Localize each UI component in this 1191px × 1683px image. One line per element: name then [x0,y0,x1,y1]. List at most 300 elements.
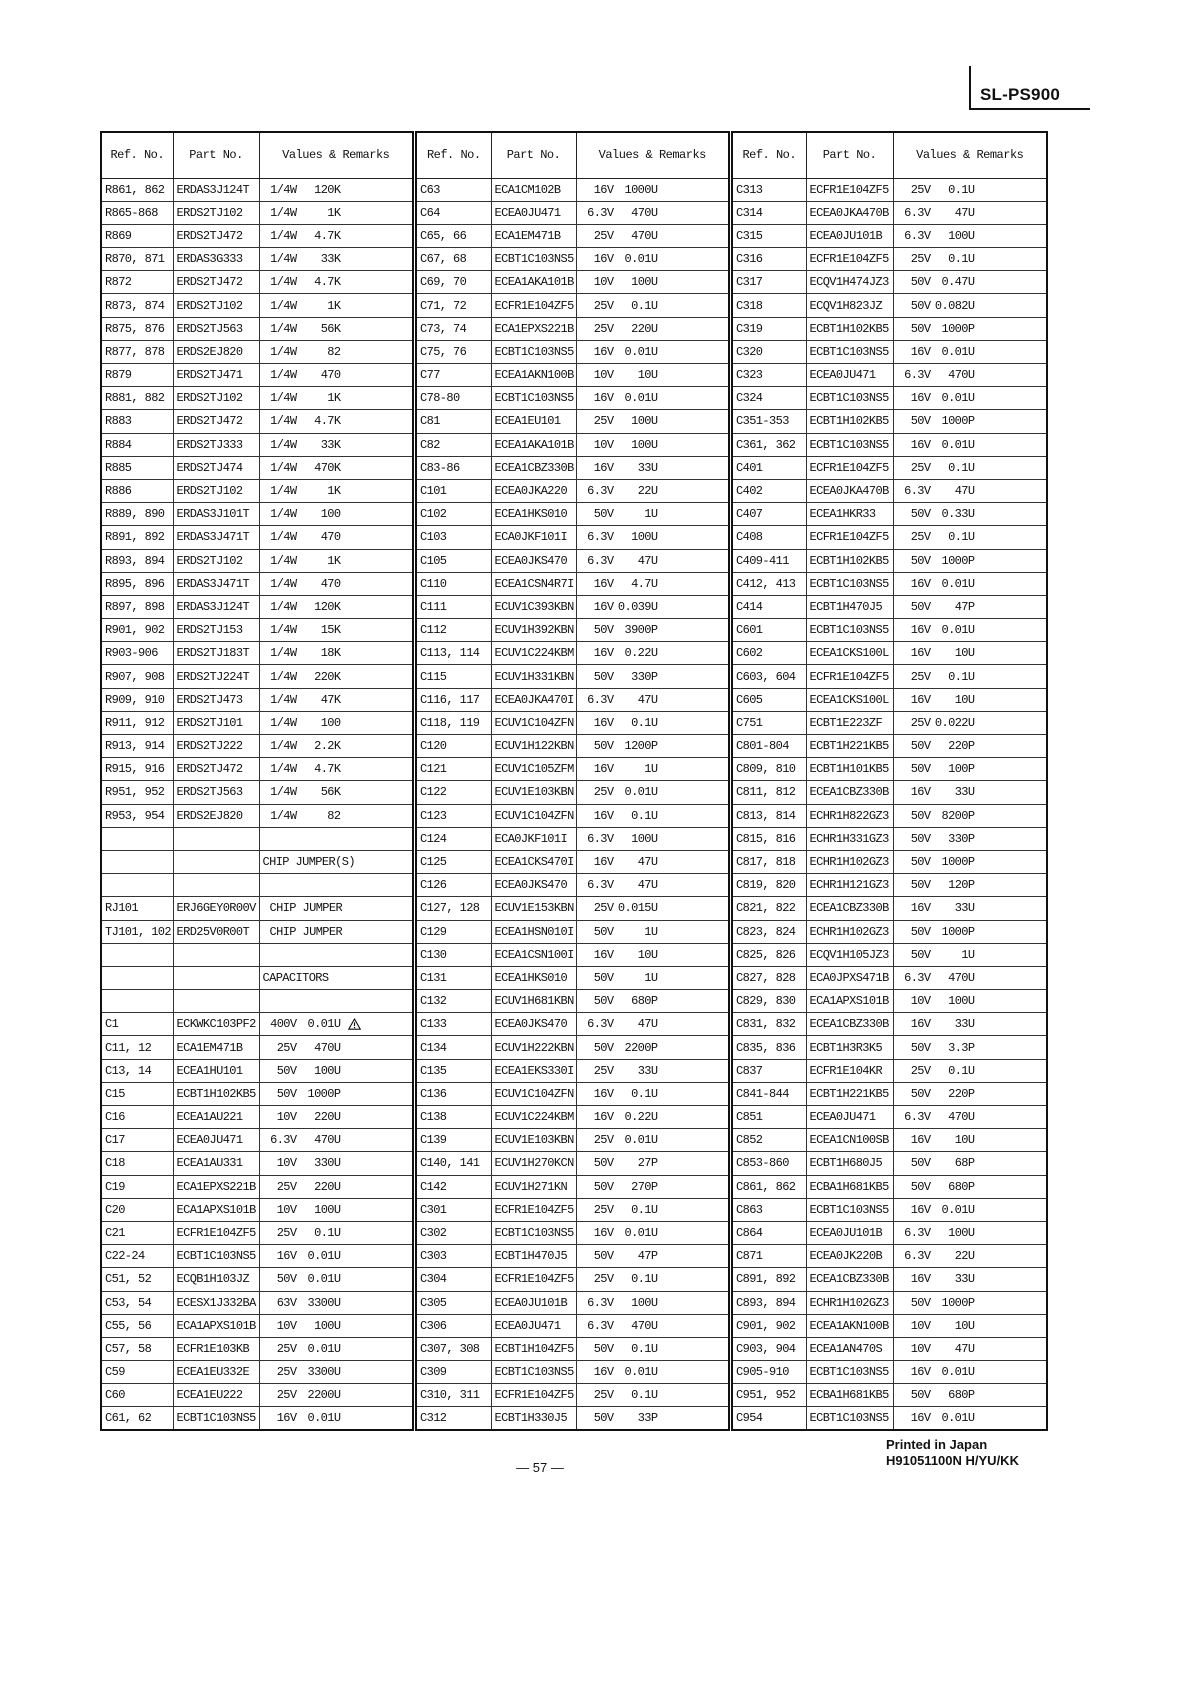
part-no-cell: ECEA0JU101B [491,1291,576,1314]
values-cell [259,874,413,897]
part-no-cell: ECEA1AKA101B [491,271,576,294]
value-text: 47U [954,205,975,220]
value-text: 1000P [941,414,975,429]
table-row [101,201,413,224]
table-row [732,503,1047,526]
rating-text: 16V [910,692,931,707]
ref-no-cell: C351-353 [732,410,806,433]
table-row [732,317,1047,340]
table-row [732,688,1047,711]
value-text: 1K [327,391,341,406]
values-cell [259,1036,413,1059]
values-cell [893,1221,1047,1244]
table-row [416,317,729,340]
rating-text: 16V [910,391,931,406]
ref-no-cell: C69, 70 [416,271,491,294]
part-no-cell: ECUV1C224KBM [491,642,576,665]
values-cell [259,526,413,549]
part-no-cell: ECHR1H102GZ3 [806,1291,893,1314]
part-no-cell: ECBA1H681KB5 [806,1384,893,1407]
values-cell [576,1291,729,1314]
value-text: 0.1U [948,669,975,684]
part-no-cell: ERDS2TJ472 [173,271,259,294]
ref-no-cell: C361, 362 [732,433,806,456]
table-row [732,595,1047,618]
value-text: 0.01U [941,391,975,406]
rating-text: 1/4W [270,391,297,406]
table-row [732,364,1047,387]
rating-text: 16V [593,460,614,475]
ref-no-cell: C129 [416,920,491,943]
parts-table [415,131,730,1431]
ref-no-cell: C891, 892 [732,1268,806,1291]
values-cell [259,1407,413,1430]
ref-no-cell: C20 [101,1198,173,1221]
part-no-cell: ECEA1AU331 [173,1152,259,1175]
values-cell [893,224,1047,247]
rating-text: 10V [593,368,614,383]
header-part-no: Part No. [491,132,576,178]
table-row [416,874,729,897]
value-text: 3300U [307,1295,341,1310]
values-cell [576,920,729,943]
table-row [416,1291,729,1314]
ref-no-cell: C125 [416,850,491,873]
part-no-cell: ECUV1H122KBN [491,735,576,758]
value-text: 100U [948,994,975,1009]
rating-text: 50V [593,970,614,985]
rating-text: 25V [276,1341,297,1356]
table-row [101,758,413,781]
rating-text: 50V [276,1063,297,1078]
table-row [416,735,729,758]
value-text: 33U [954,785,975,800]
rating-text: 25V [276,1040,297,1055]
value-text: 10U [637,368,658,383]
ref-no-cell: C861, 862 [732,1175,806,1198]
table-row [416,433,729,456]
ref-no-cell: R913, 914 [101,735,173,758]
ref-no-cell: C304 [416,1268,491,1291]
ref-no-cell: C306 [416,1314,491,1337]
values-cell [576,1175,729,1198]
ref-no-cell: C841-844 [732,1082,806,1105]
part-no-cell: ECKWKC103PF2 [173,1013,259,1036]
table-row [416,387,729,410]
table-row [732,874,1047,897]
rating-text: 50V [910,1040,931,1055]
part-no-cell: ECEA1CBZ330B [806,781,893,804]
table-row [416,1337,729,1360]
values-cell [576,503,729,526]
table-row [101,503,413,526]
value-text: 0.01U [624,1133,658,1148]
rating-text: 1/4W [270,669,297,684]
part-no-cell: ECEA0JKA470B [806,201,893,224]
table-row [416,781,729,804]
ref-no-cell [101,874,173,897]
part-no-cell: ECBT1C103NS5 [806,387,893,410]
rating-text: 1/4W [270,252,297,267]
part-no-cell: ERDS2TJ471 [173,364,259,387]
value-text: 0.022U [934,715,975,730]
ref-no-cell: C82 [416,433,491,456]
rating-text: 1/4W [270,460,297,475]
rating-text: 16V [593,391,614,406]
table-row [416,1013,729,1036]
part-no-cell: ECEA1CBZ330B [806,1013,893,1036]
table-row [416,966,729,989]
values-cell [893,178,1047,201]
ref-no-cell [101,850,173,873]
value-text: 0.01U [307,1249,341,1264]
part-no-cell: ECFR1E104ZF5 [806,178,893,201]
table-row [416,201,729,224]
values-cell [259,294,413,317]
part-no-cell: ECEA1HKS010 [491,503,576,526]
section-label: CHIP JUMPER(S) [262,855,355,870]
value-text: 3900P [624,623,658,638]
values-cell [259,201,413,224]
value-text: 0.01U [307,1017,341,1032]
table-row [732,1036,1047,1059]
part-no-cell: ECEA0JKS470 [491,1013,576,1036]
ref-no-cell: R911, 912 [101,711,173,734]
part-no-cell: ECHR1H331GZ3 [806,827,893,850]
rating-text: 1/4W [270,530,297,545]
values-cell [259,804,413,827]
table-row [732,549,1047,572]
values-cell [893,1106,1047,1129]
rating-text: 25V [593,901,614,916]
value-text: 47P [637,1249,658,1264]
ref-no-cell: C853-860 [732,1152,806,1175]
table-row [732,201,1047,224]
table-row [101,665,413,688]
value-text: 470U [631,228,658,243]
value-text: 1000U [624,182,658,197]
rating-text: 25V [276,1226,297,1241]
part-no-cell: ECUV1E153KBN [491,897,576,920]
values-cell [259,1337,413,1360]
table-row [732,758,1047,781]
values-cell [576,178,729,201]
value-text: 0.01U [941,623,975,638]
table-row [101,827,413,850]
values-cell [259,897,413,920]
table-row [732,781,1047,804]
value-text: 470U [948,970,975,985]
value-text: 100U [314,1318,341,1333]
values-cell [893,248,1047,271]
ref-no-cell: C954 [732,1407,806,1430]
ref-no-cell: C51, 52 [101,1268,173,1291]
table-row [416,1221,729,1244]
ref-no-cell: C22-24 [101,1245,173,1268]
value-text: 0.22U [624,646,658,661]
rating-text: 50V [593,1179,614,1194]
table-row [101,479,413,502]
ref-no-cell: C110 [416,572,491,595]
value-text: 1U [644,970,658,985]
value-text: 1U [961,947,975,962]
value-text: 0.47U [941,275,975,290]
value-text: 47U [637,692,658,707]
header-values-remarks: Values & Remarks [893,132,1047,178]
part-no-cell: ECBT1E223ZF [806,711,893,734]
rating-text: 16V [910,1272,931,1287]
ref-no-cell: C605 [732,688,806,711]
table-row [101,271,413,294]
value-text: 0.01U [624,344,658,359]
part-no-cell: ERDS2TJ224T [173,665,259,688]
rating-text: 10V [276,1156,297,1171]
part-no-cell: ECEA1HU101 [173,1059,259,1082]
part-no-cell: ECUV1H331KBN [491,665,576,688]
value-text: 0.33U [941,507,975,522]
rating-text: 10V [910,1318,931,1333]
value-text: 47U [954,1341,975,1356]
ref-no-cell: C13, 14 [101,1059,173,1082]
part-no-cell: ECEA0JKA470I [491,688,576,711]
table-row [416,364,729,387]
rating-text: 16V [593,1086,614,1101]
value-text: 56K [320,785,341,800]
part-no-cell: ERDS2TJ102 [173,479,259,502]
rating-text: 16V [910,646,931,661]
table-row [101,178,413,201]
rating-text: 25V [593,1063,614,1078]
values-cell [259,1106,413,1129]
value-text: 0.1U [948,1063,975,1078]
model-rule-vertical [969,66,971,110]
values-cell [893,1291,1047,1314]
ref-no-cell: C823, 824 [732,920,806,943]
value-text: 470U [631,1318,658,1333]
ref-no-cell: C302 [416,1221,491,1244]
values-cell [576,294,729,317]
header-ref-no: Ref. No. [416,132,491,178]
values-cell [893,1198,1047,1221]
rating-text: 16V [910,1411,931,1426]
part-no-cell: ECEA1HSN010I [491,920,576,943]
rating-text: 50V [910,553,931,568]
values-cell [576,1221,729,1244]
table-row [732,1106,1047,1129]
ref-no-cell: C113, 114 [416,642,491,665]
values-cell [259,595,413,618]
part-no-cell: ECA1APXS101B [173,1198,259,1221]
part-no-cell: ECUV1C104ZFN [491,804,576,827]
ref-no-cell: R885 [101,456,173,479]
part-no-cell: ERDAS3J124T [173,595,259,618]
value-text: 220U [314,1179,341,1194]
part-no-cell: ERDS2TJ472 [173,410,259,433]
rating-text: 25V [593,1388,614,1403]
table-header-row [732,132,1047,178]
rating-text: 50V [910,855,931,870]
rating-text: 50V [276,1272,297,1287]
value-text: 2.2K [314,739,341,754]
values-cell [259,1291,413,1314]
part-no-cell: ECQB1H103JZ [173,1268,259,1291]
value-text: 120K [314,599,341,614]
part-no-cell: ERJ6GEY0R00V [173,897,259,920]
value-text: 4.7K [314,275,341,290]
ref-no-cell: C831, 832 [732,1013,806,1036]
table-row [732,1013,1047,1036]
part-no-cell: ECESX1J332BA [173,1291,259,1314]
values-cell [576,271,729,294]
part-no-cell: ERDAS3J471T [173,526,259,549]
values-cell [893,1361,1047,1384]
part-no-cell: ECBT1H102KB5 [806,549,893,572]
value-text: 220U [631,321,658,336]
table-row [732,572,1047,595]
value-text: 0.01U [941,344,975,359]
value-text: 1K [327,298,341,313]
table-row [732,1082,1047,1105]
rating-text: 6.3V [587,484,614,499]
values-cell [259,479,413,502]
ref-no-cell: C318 [732,294,806,317]
table-row [101,549,413,572]
part-no-cell: ERDAS3J471T [173,572,259,595]
values-cell [576,735,729,758]
rating-text: 10V [593,275,614,290]
value-text: 220P [948,739,975,754]
value-text: 4.7K [314,762,341,777]
ref-no-cell: C312 [416,1407,491,1430]
rating-text: 6.3V [587,878,614,893]
part-no-cell: ECEA0JU471 [806,1106,893,1129]
ref-no-cell: C61, 62 [101,1407,173,1430]
values-cell [576,619,729,642]
table-row [732,1268,1047,1291]
rating-text: 50V [593,739,614,754]
values-cell [893,827,1047,850]
part-no-cell: ERDS2TJ102 [173,387,259,410]
table-row [101,1059,413,1082]
rating-text: 10V [593,437,614,452]
rating-text: 16V [910,1202,931,1217]
values-cell [259,920,413,943]
table-row [416,1268,729,1291]
table-row [732,1198,1047,1221]
table-row [732,665,1047,688]
table-row [732,827,1047,850]
ref-no-cell: C59 [101,1361,173,1384]
ref-no-cell: C19 [101,1175,173,1198]
values-cell [576,595,729,618]
table-row [416,1314,729,1337]
value-text: 100U [948,1226,975,1241]
rating-text: 50V [593,669,614,684]
rating-text: 50V [593,994,614,1009]
remark-text: CHIP JUMPER [269,924,343,939]
values-cell [893,850,1047,873]
ref-no-cell: C60 [101,1384,173,1407]
rating-text: 50V [910,599,931,614]
table-row [416,1152,729,1175]
part-no-cell: ECEA1HKR33 [806,503,893,526]
values-cell [893,317,1047,340]
ref-no-cell: C310, 311 [416,1384,491,1407]
ref-no-cell: C53, 54 [101,1291,173,1314]
value-text: 270P [631,1179,658,1194]
value-text: 47K [320,692,341,707]
part-no-cell: ECEA1CKS100L [806,688,893,711]
values-cell [576,758,729,781]
rating-text: 50V [910,1388,931,1403]
rating-text: 16V [910,1017,931,1032]
model-number: SL-PS900 [980,85,1061,104]
rating-text: 16V [910,785,931,800]
table-row [101,572,413,595]
table-row [101,850,413,873]
values-cell [259,943,413,966]
part-no-cell [173,966,259,989]
ref-no-cell: C63 [416,178,491,201]
rating-text: 50V [910,878,931,893]
value-text: 47U [637,878,658,893]
value-text: 220U [314,1110,341,1125]
ref-no-cell: C809, 810 [732,758,806,781]
rating-text: 50V [910,1086,931,1101]
ref-no-cell: C65, 66 [416,224,491,247]
value-text: 0.1U [948,460,975,475]
rating-text: 16V [910,623,931,638]
value-text: 120K [314,182,341,197]
rating-text: 50V [910,831,931,846]
ref-no-cell: R951, 952 [101,781,173,804]
values-cell [576,410,729,433]
value-text: 10U [954,1318,975,1333]
part-no-cell: ECUV1H681KBN [491,990,576,1013]
rating-text: 1/4W [270,275,297,290]
value-text: 0.01U [624,391,658,406]
ref-no-cell: C835, 836 [732,1036,806,1059]
ref-no-cell: C18 [101,1152,173,1175]
rating-text: 25V [593,298,614,313]
table-row [101,294,413,317]
rating-text: 50V [593,1411,614,1426]
values-cell [893,711,1047,734]
values-cell [576,1082,729,1105]
value-text: 22U [637,484,658,499]
values-cell [893,294,1047,317]
values-cell [576,850,729,873]
rating-text: 1/4W [270,739,297,754]
rating-text: 400V [270,1017,297,1032]
value-text: 100U [631,831,658,846]
rating-text: 16V [593,855,614,870]
ref-no-cell: C409-411 [732,549,806,572]
values-cell [259,1129,413,1152]
part-no-cell: ERDS2TJ183T [173,642,259,665]
value-text: 33K [320,252,341,267]
value-text: 1000P [941,1295,975,1310]
table-row [732,619,1047,642]
ref-no-cell: C55, 56 [101,1314,173,1337]
values-cell [259,340,413,363]
value-text: 0.1U [948,530,975,545]
values-cell [259,850,413,873]
table-row [416,943,729,966]
ref-no-cell: C316 [732,248,806,271]
part-no-cell: ECFR1E104ZF5 [806,526,893,549]
rating-text: 50V [593,1249,614,1264]
